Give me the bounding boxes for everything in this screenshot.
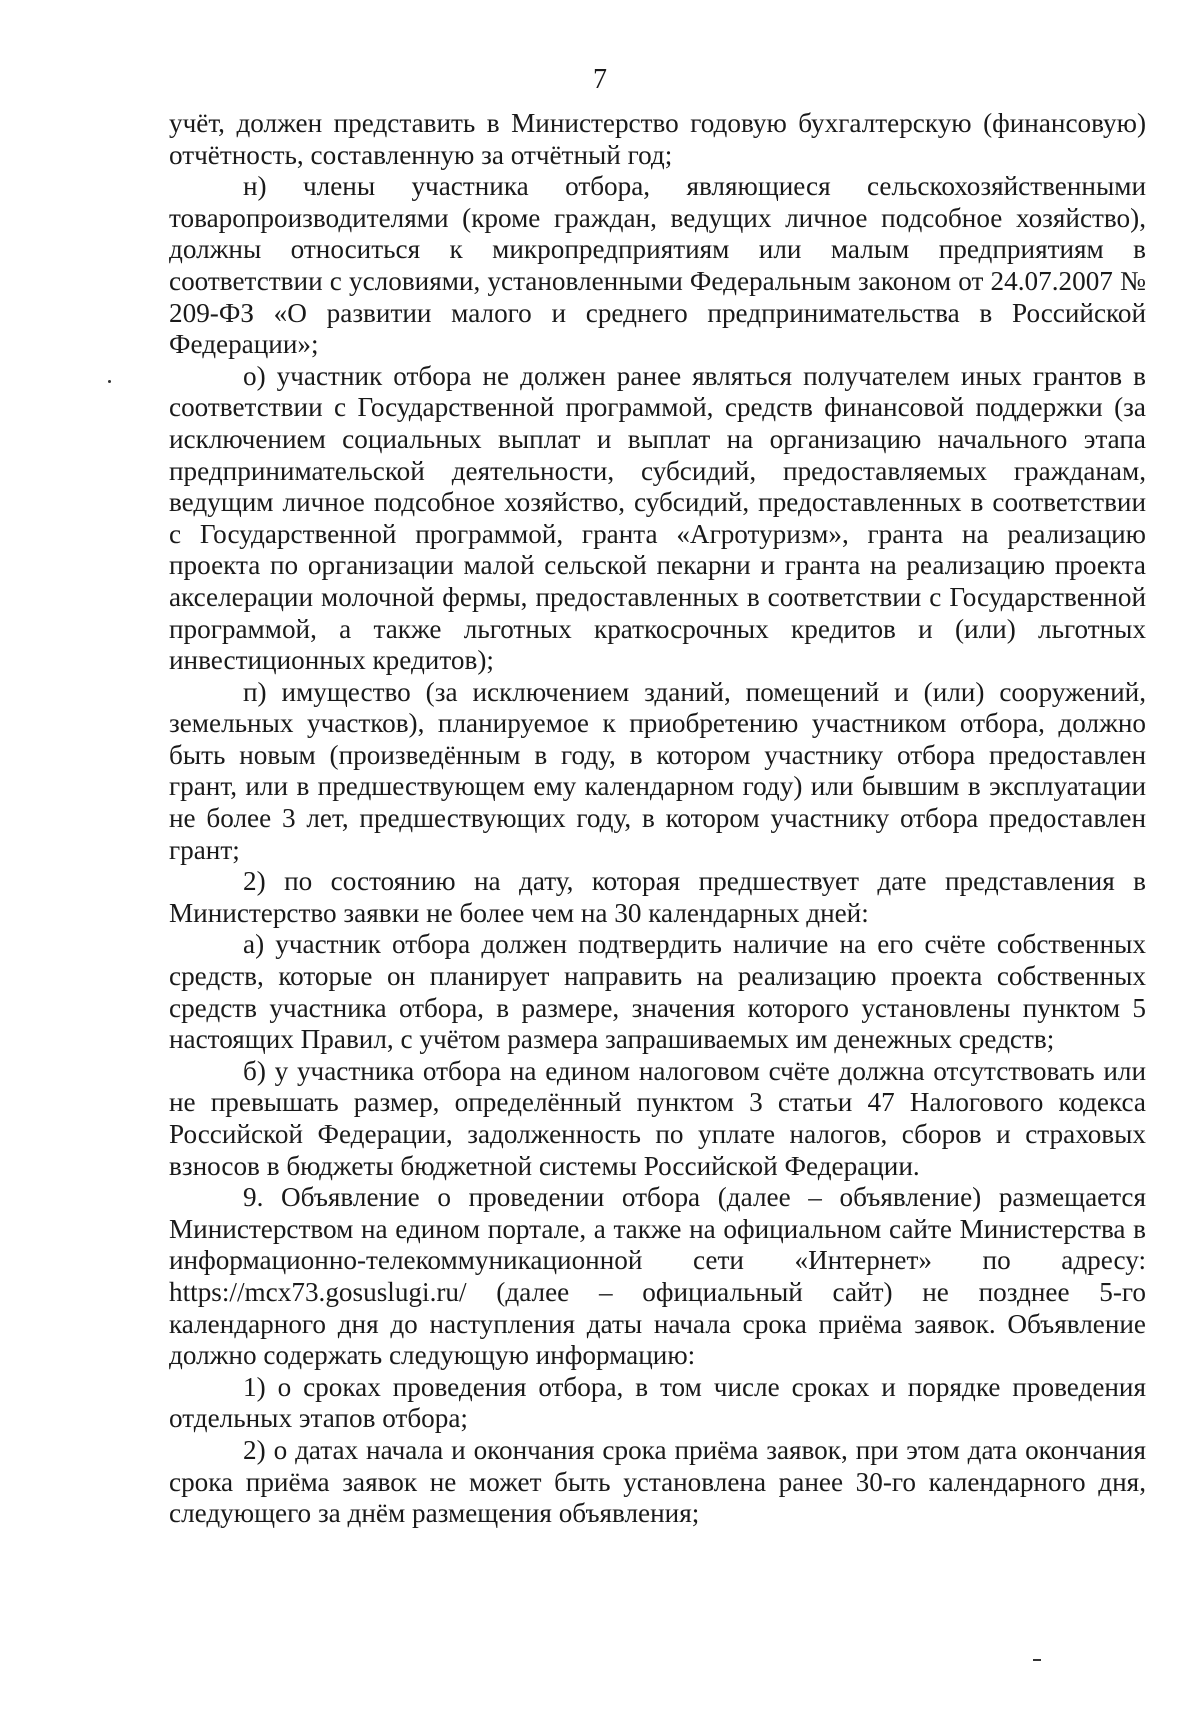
page-number: 7	[593, 64, 607, 95]
scan-speck-mark	[108, 380, 111, 383]
paragraph-item-b: б) у участника отбора на едином налоговом счёте должна отсутствовать или не превышать размер, определённый пунктом 3 статьи 47 Налогового кодекса Российской Федерации, задолженность по уплате налогов, сборов и страховых взносов в бюджеты бюджетной системы Российской Федерации.	[169, 1055, 1146, 1181]
scan-dash-mark	[1033, 1659, 1041, 1661]
paragraph-item-o: о) участник отбора не должен ранее являться получателем иных грантов в соответствии с Государственной программой, средств финансовой поддержки (за исключением социальных выплат и выплат на организацию начального этапа предпринимательской деятельности, субсидий, предоставляемых гражданам, ведущим личное подсобное хозяйство, субсидий, предоставленных в соответствии с Государственной программой, гранта «Агротуризм», гранта на реализацию проекта по организации малой сельской пекарни и гранта на реализацию проекта акселерации молочной фермы, предоставленных в соответствии с Государственной программой, а также льготных краткосрочных кредитов и (или) льготных инвестиционных кредитов);	[169, 360, 1146, 676]
paragraph-accounting-report: учёт, должен представить в Министерство годовую бухгалтерскую (финансовую) отчётность, составленную за отчётный год;	[169, 108, 1146, 170]
paragraph-item-9-announcement: 9. Объявление о проведении отбора (далее – объявление) размещается Министерством на едином портале, а также на официальном сайте Министерства в информационно-телекоммуникационной сети «Интернет» по адресу: https://mcx73.gosuslugi.ru/ (далее – официальный сайт) не позднее 5-го календарного дня до наступления даты начала срока приёма заявок. Объявление должно содержать следующую информацию:	[169, 1182, 1146, 1371]
paragraph-item-a: а) участник отбора должен подтвердить наличие на его счёте собственных средств, которые он планирует направить на реализацию проекта собственных средств участника отбора, в размере, значения которого установлены пунктом 5 настоящих Правил, с учётом размера запрашиваемых им денежных средств;	[169, 929, 1146, 1055]
document-body	[169, 108, 1146, 1530]
paragraph-announcement-item-1: 1) о сроках проведения отбора, в том числе сроках и порядке проведения отдельных этапов отбора;	[169, 1371, 1146, 1434]
paragraph-item-n: н) члены участника отбора, являющиеся сельскохозяйственными товаропроизводителями (кроме граждан, ведущих личное подсобное хозяйство), должны относиться к микропредприятиям или малым предприятиям в соответствии с условиями, установленными Федеральным законом от 24.07.2007 № 209-ФЗ «О развитии малого и среднего предпринимательства в Российской Федерации»;	[169, 171, 1146, 360]
paragraph-item-p: п) имущество (за исключением зданий, помещений и (или) сооружений, земельных участков), планируемое к приобретению участником отбора, должно быть новым (произведённым в году, в котором участнику отбора предоставлен грант, или в предшествующем ему календарном году) или бывшим в эксплуатации не более 3 лет, предшествующих году, в котором участнику отбора предоставлен грант;	[169, 676, 1146, 865]
paragraph-item-2: 2) по состоянию на дату, которая предшествует дате представления в Министерство заявки не более чем на 30 календарных дней:	[169, 866, 1146, 928]
paragraph-announcement-item-2: 2) о датах начала и окончания срока приёма заявок, при этом дата окончания срока приёма заявок не может быть установлена ранее 30-го календарного дня, следующего за днём размещения объявления;	[169, 1434, 1146, 1529]
